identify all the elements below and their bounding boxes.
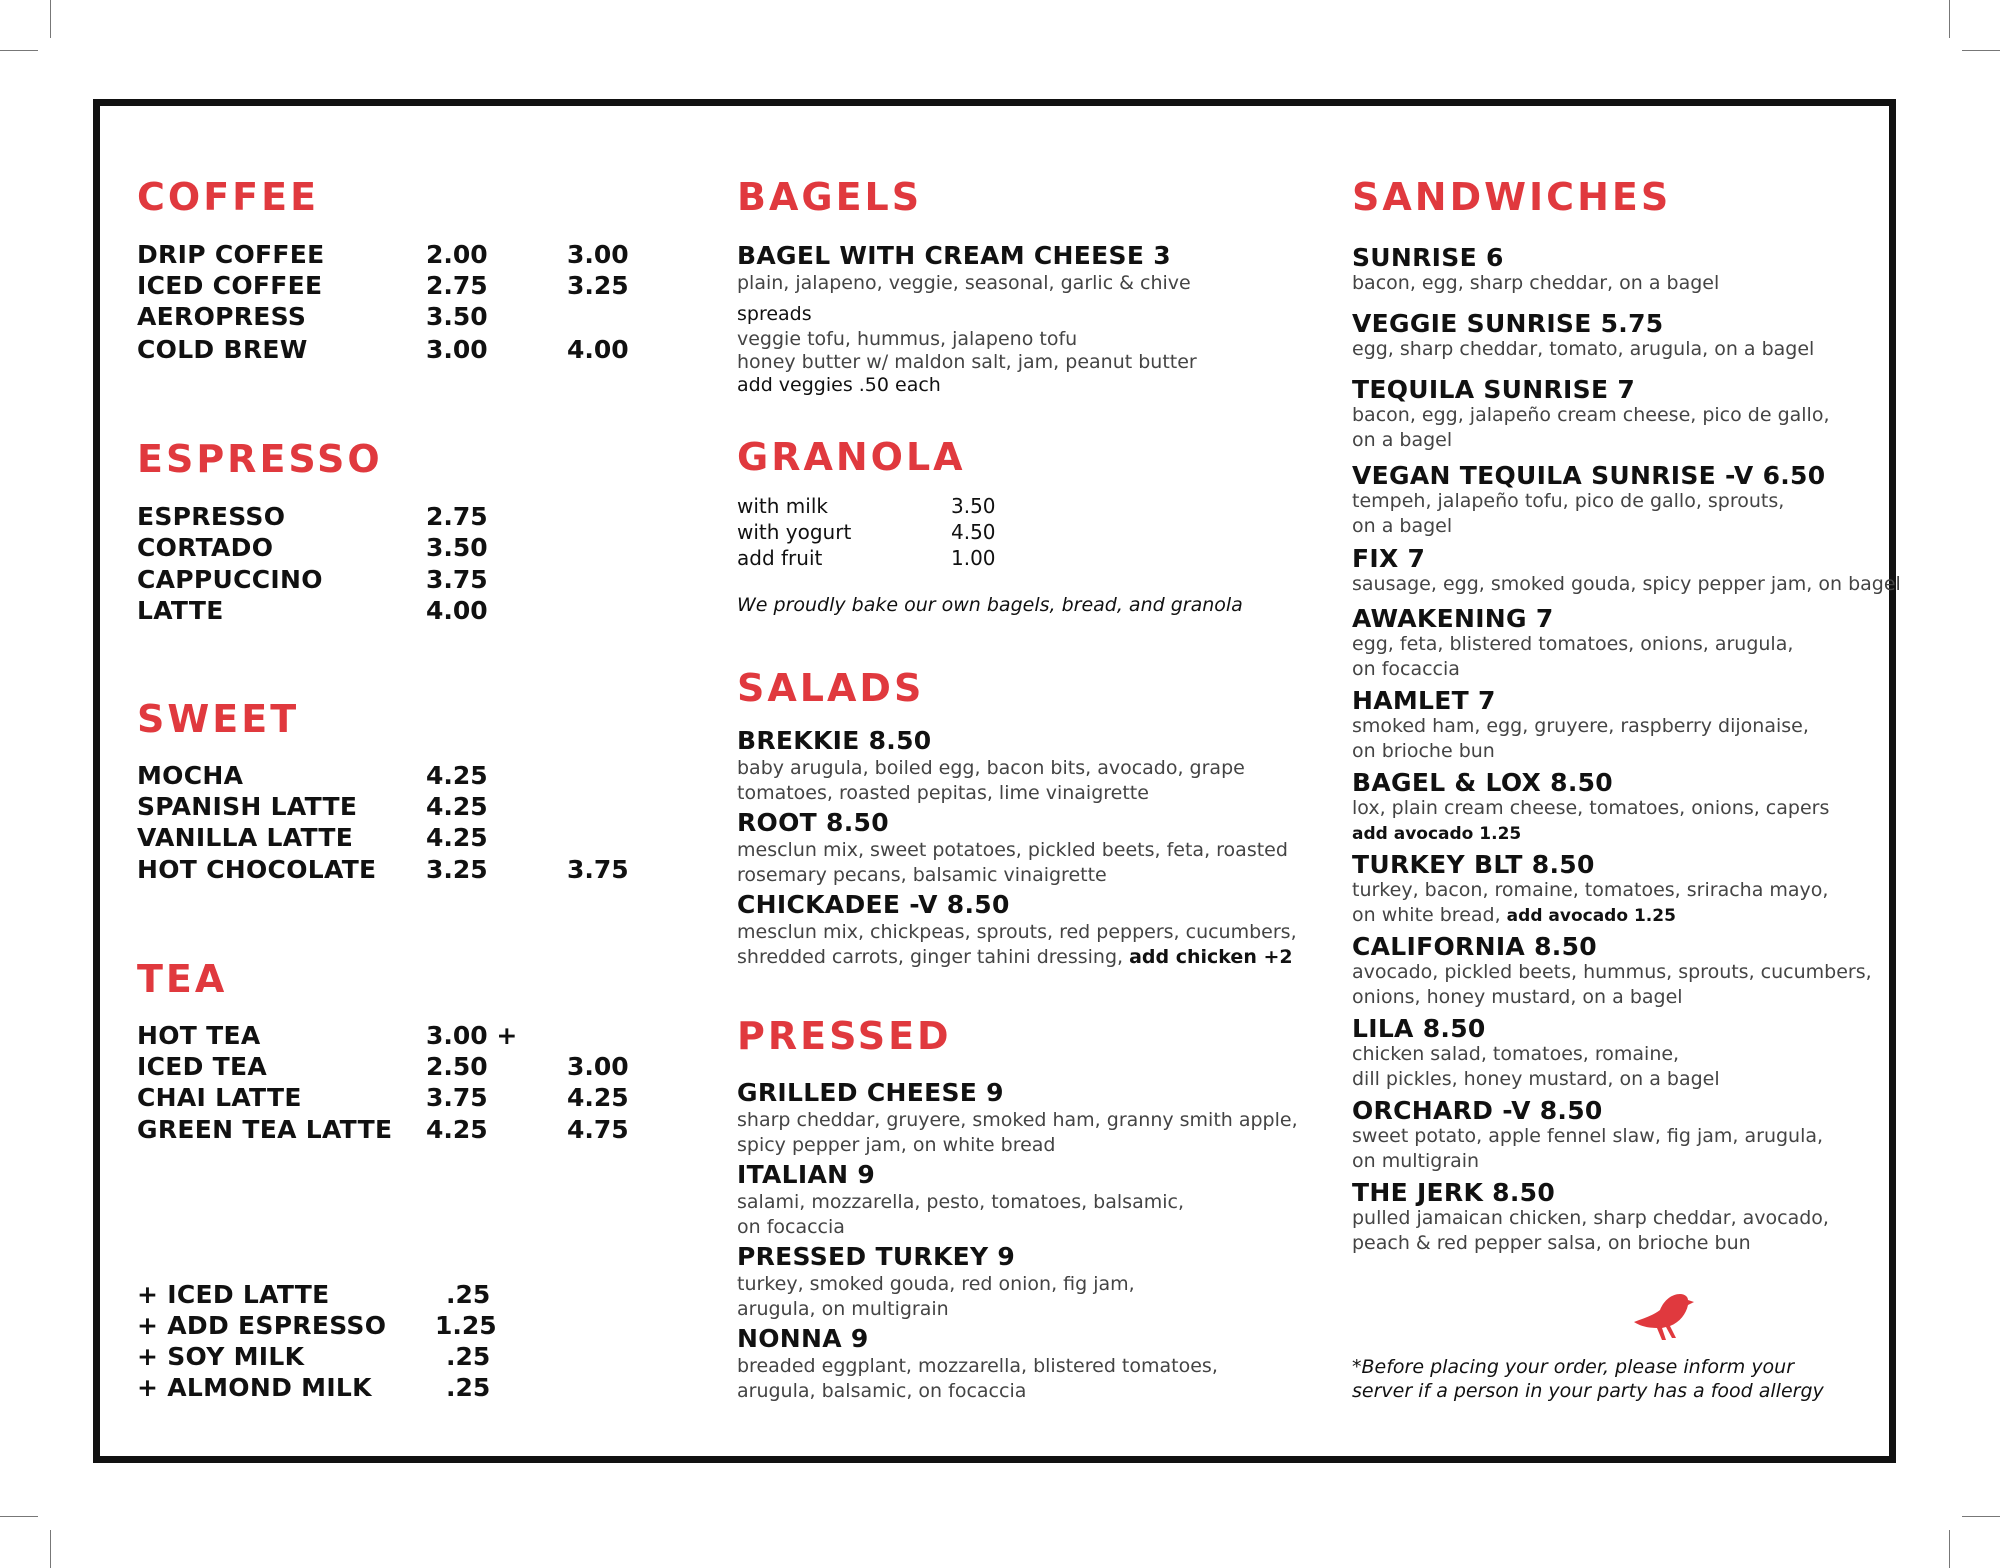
item-name: GREEN TEA LATTE bbox=[137, 1115, 393, 1144]
sandwich-desc: bacon, egg, sharp cheddar, on a bagel bbox=[1352, 272, 1720, 294]
pressed-title: PRESSED TURKEY 9 bbox=[737, 1242, 1016, 1271]
sandwich-title: TEQUILA SUNRISE 7 bbox=[1352, 375, 1636, 404]
addon-name: + ALMOND MILK bbox=[137, 1373, 372, 1402]
bagel-title: BAGEL WITH CREAM CHEESE 3 bbox=[737, 241, 1171, 270]
price-small: 3.00 bbox=[426, 335, 488, 364]
allergy-note: *Before placing your order, please inform your server if a person in your party has a food allergy bbox=[1352, 1356, 1824, 1402]
price-small: 4.00 bbox=[426, 596, 488, 625]
addon-price: .25 bbox=[446, 1280, 491, 1309]
sandwich-desc: egg, feta, blistered tomatoes, onions, arugula, on focaccia bbox=[1352, 633, 1794, 680]
sandwich-desc: smoked ham, egg, gruyere, raspberry dijonaise, on brioche bun bbox=[1352, 715, 1809, 762]
crop-mark bbox=[1962, 1516, 2000, 1517]
pressed-heading: PRESSED bbox=[737, 1014, 952, 1058]
item-name: CORTADO bbox=[137, 533, 274, 562]
sandwich-desc: bacon, egg, jalapeño cream cheese, pico de gallo, on a bagel bbox=[1352, 404, 1830, 451]
granola-label: with milk bbox=[737, 494, 828, 518]
price-small: 2.50 bbox=[426, 1052, 488, 1081]
price-small: 3.00 + bbox=[426, 1021, 518, 1050]
price-small: 2.75 bbox=[426, 502, 488, 531]
bagel-flavors: plain, jalapeno, veggie, seasonal, garlic & chive bbox=[737, 272, 1191, 294]
bagels-heading: BAGELS bbox=[737, 175, 923, 219]
price-small: 4.25 bbox=[426, 1115, 488, 1144]
sandwich-title: VEGGIE SUNRISE 5.75 bbox=[1352, 309, 1664, 338]
pressed-title: GRILLED CHEESE 9 bbox=[737, 1078, 1004, 1107]
pressed-title: NONNA 9 bbox=[737, 1324, 869, 1353]
sandwich-desc: sweet potato, apple fennel slaw, fig jam, arugula, on multigrain bbox=[1352, 1125, 1824, 1172]
addon-name: + SOY MILK bbox=[137, 1342, 305, 1371]
salad-title: ROOT 8.50 bbox=[737, 808, 889, 837]
sandwich-title: AWAKENING 7 bbox=[1352, 604, 1554, 633]
sandwich-desc: egg, sharp cheddar, tomato, arugula, on a bagel bbox=[1352, 338, 1815, 360]
sandwich-desc: turkey, bacon, romaine, tomatoes, sriracha mayo, on white bread, add avocado 1.25 bbox=[1352, 879, 1829, 926]
espresso-heading: ESPRESSO bbox=[137, 437, 383, 481]
salads-heading: SALADS bbox=[737, 666, 925, 710]
item-name: ESPRESSO bbox=[137, 502, 286, 531]
salad-title: BREKKIE 8.50 bbox=[737, 726, 932, 755]
price-large: 3.00 bbox=[567, 240, 629, 269]
sandwich-title: HAMLET 7 bbox=[1352, 686, 1496, 715]
item-name: ICED COFFEE bbox=[137, 271, 323, 300]
price-large: 3.00 bbox=[567, 1052, 629, 1081]
salad-title: CHICKADEE -V 8.50 bbox=[737, 890, 1010, 919]
pressed-desc: salami, mozzarella, pesto, tomatoes, balsamic, on focaccia bbox=[737, 1191, 1184, 1238]
price-small: 3.75 bbox=[426, 565, 488, 594]
price-small: 3.50 bbox=[426, 302, 488, 331]
sandwiches-heading: SANDWICHES bbox=[1352, 175, 1672, 219]
sandwich-title: SUNRISE 6 bbox=[1352, 243, 1504, 272]
item-name: HOT TEA bbox=[137, 1021, 261, 1050]
pressed-desc: sharp cheddar, gruyere, smoked ham, granny smith apple, spicy pepper jam, on white bread bbox=[737, 1109, 1298, 1156]
item-name: HOT CHOCOLATE bbox=[137, 855, 377, 884]
item-name: AEROPRESS bbox=[137, 302, 307, 331]
addon-price: .25 bbox=[446, 1342, 491, 1371]
price-small: 3.75 bbox=[426, 1083, 488, 1112]
tea-heading: TEA bbox=[137, 957, 228, 1001]
salad-desc: mesclun mix, chickpeas, sprouts, red peppers, cucumbers, shredded carrots, ginger tahini dressing, add chicken +2 bbox=[737, 921, 1297, 968]
sandwich-title: VEGAN TEQUILA SUNRISE -V 6.50 bbox=[1352, 461, 1826, 490]
price-small: 4.25 bbox=[426, 792, 488, 821]
addon-name: + ICED LATTE bbox=[137, 1280, 330, 1309]
price-large: 4.75 bbox=[567, 1115, 629, 1144]
item-name: VANILLA LATTE bbox=[137, 823, 354, 852]
item-name: SPANISH LATTE bbox=[137, 792, 358, 821]
crop-mark bbox=[50, 0, 51, 38]
crop-mark bbox=[0, 50, 38, 51]
price-small: 4.25 bbox=[426, 823, 488, 852]
price-small: 2.75 bbox=[426, 271, 488, 300]
sandwich-desc: pulled jamaican chicken, sharp cheddar, avocado, peach & red pepper salsa, on brioche bun bbox=[1352, 1207, 1829, 1254]
granola-label: with yogurt bbox=[737, 520, 852, 544]
item-name: LATTE bbox=[137, 596, 224, 625]
crop-mark bbox=[1962, 50, 2000, 51]
sandwich-desc: tempeh, jalapeño tofu, pico de gallo, sprouts, on a bagel bbox=[1352, 490, 1785, 537]
item-name: COLD BREW bbox=[137, 335, 308, 364]
item-name: CHAI LATTE bbox=[137, 1083, 302, 1112]
crop-mark bbox=[1949, 0, 1950, 38]
price-small: 2.00 bbox=[426, 240, 488, 269]
granola-price: 4.50 bbox=[951, 520, 996, 544]
sandwich-desc: avocado, pickled beets, hummus, sprouts, cucumbers, onions, honey mustard, on a bagel bbox=[1352, 961, 1872, 1008]
crop-mark bbox=[0, 1516, 38, 1517]
menu-frame bbox=[93, 99, 1901, 1463]
crop-mark bbox=[1949, 1530, 1950, 1568]
item-name: DRIP COFFEE bbox=[137, 240, 325, 269]
granola-heading: GRANOLA bbox=[737, 435, 966, 479]
pressed-title: ITALIAN 9 bbox=[737, 1160, 876, 1189]
price-large: 4.00 bbox=[567, 335, 629, 364]
sandwich-title: THE JERK 8.50 bbox=[1352, 1178, 1556, 1207]
bird-icon bbox=[1632, 1288, 1694, 1344]
item-name: CAPPUCCINO bbox=[137, 565, 323, 594]
price-large: 3.75 bbox=[567, 855, 629, 884]
salad-desc: mesclun mix, sweet potatoes, pickled beets, feta, roasted rosemary pecans, balsamic vinaigrette bbox=[737, 839, 1288, 886]
granola-label: add fruit bbox=[737, 546, 823, 570]
sandwich-title: FIX 7 bbox=[1352, 544, 1426, 573]
add-veggies: add veggies .50 each bbox=[737, 374, 941, 396]
sandwich-desc: chicken salad, tomatoes, romaine, dill pickles, honey mustard, on a bagel bbox=[1352, 1043, 1720, 1090]
addon-price: 1.25 bbox=[435, 1311, 497, 1340]
sandwich-title: BAGEL & LOX 8.50 bbox=[1352, 768, 1614, 797]
sandwich-title: LILA 8.50 bbox=[1352, 1014, 1486, 1043]
price-small: 3.25 bbox=[426, 855, 488, 884]
spreads-line: honey butter w/ maldon salt, jam, peanut butter bbox=[737, 351, 1197, 373]
pressed-desc: turkey, smoked gouda, red onion, fig jam, arugula, on multigrain bbox=[737, 1273, 1135, 1320]
coffee-heading: COFFEE bbox=[137, 175, 320, 219]
sandwich-title: TURKEY BLT 8.50 bbox=[1352, 850, 1595, 879]
price-small: 3.50 bbox=[426, 533, 488, 562]
sandwich-desc: sausage, egg, smoked gouda, spicy pepper jam, on bagel bbox=[1352, 573, 1901, 595]
item-name: MOCHA bbox=[137, 761, 244, 790]
bake-note: We proudly bake our own bagels, bread, and granola bbox=[737, 594, 1243, 616]
granola-price: 1.00 bbox=[951, 546, 996, 570]
sandwich-desc: lox, plain cream cheese, tomatoes, onions, capers add avocado 1.25 bbox=[1352, 797, 1830, 844]
spreads-label: spreads bbox=[737, 303, 812, 325]
price-small: 4.25 bbox=[426, 761, 488, 790]
addon-price: .25 bbox=[446, 1373, 491, 1402]
salad-desc: baby arugula, boiled egg, bacon bits, avocado, grape tomatoes, roasted pepitas, lime vinaigrette bbox=[737, 757, 1245, 804]
pressed-desc: breaded eggplant, mozzarella, blistered tomatoes, arugula, balsamic, on focaccia bbox=[737, 1355, 1218, 1402]
granola-price: 3.50 bbox=[951, 494, 996, 518]
item-name: ICED TEA bbox=[137, 1052, 268, 1081]
addon-name: + ADD ESPRESSO bbox=[137, 1311, 387, 1340]
sweet-heading: SWEET bbox=[137, 697, 300, 741]
sandwich-title: CALIFORNIA 8.50 bbox=[1352, 932, 1597, 961]
price-large: 4.25 bbox=[567, 1083, 629, 1112]
sandwich-title: ORCHARD -V 8.50 bbox=[1352, 1096, 1603, 1125]
spreads-line: veggie tofu, hummus, jalapeno tofu bbox=[737, 328, 1078, 350]
crop-mark bbox=[50, 1530, 51, 1568]
price-large: 3.25 bbox=[567, 271, 629, 300]
